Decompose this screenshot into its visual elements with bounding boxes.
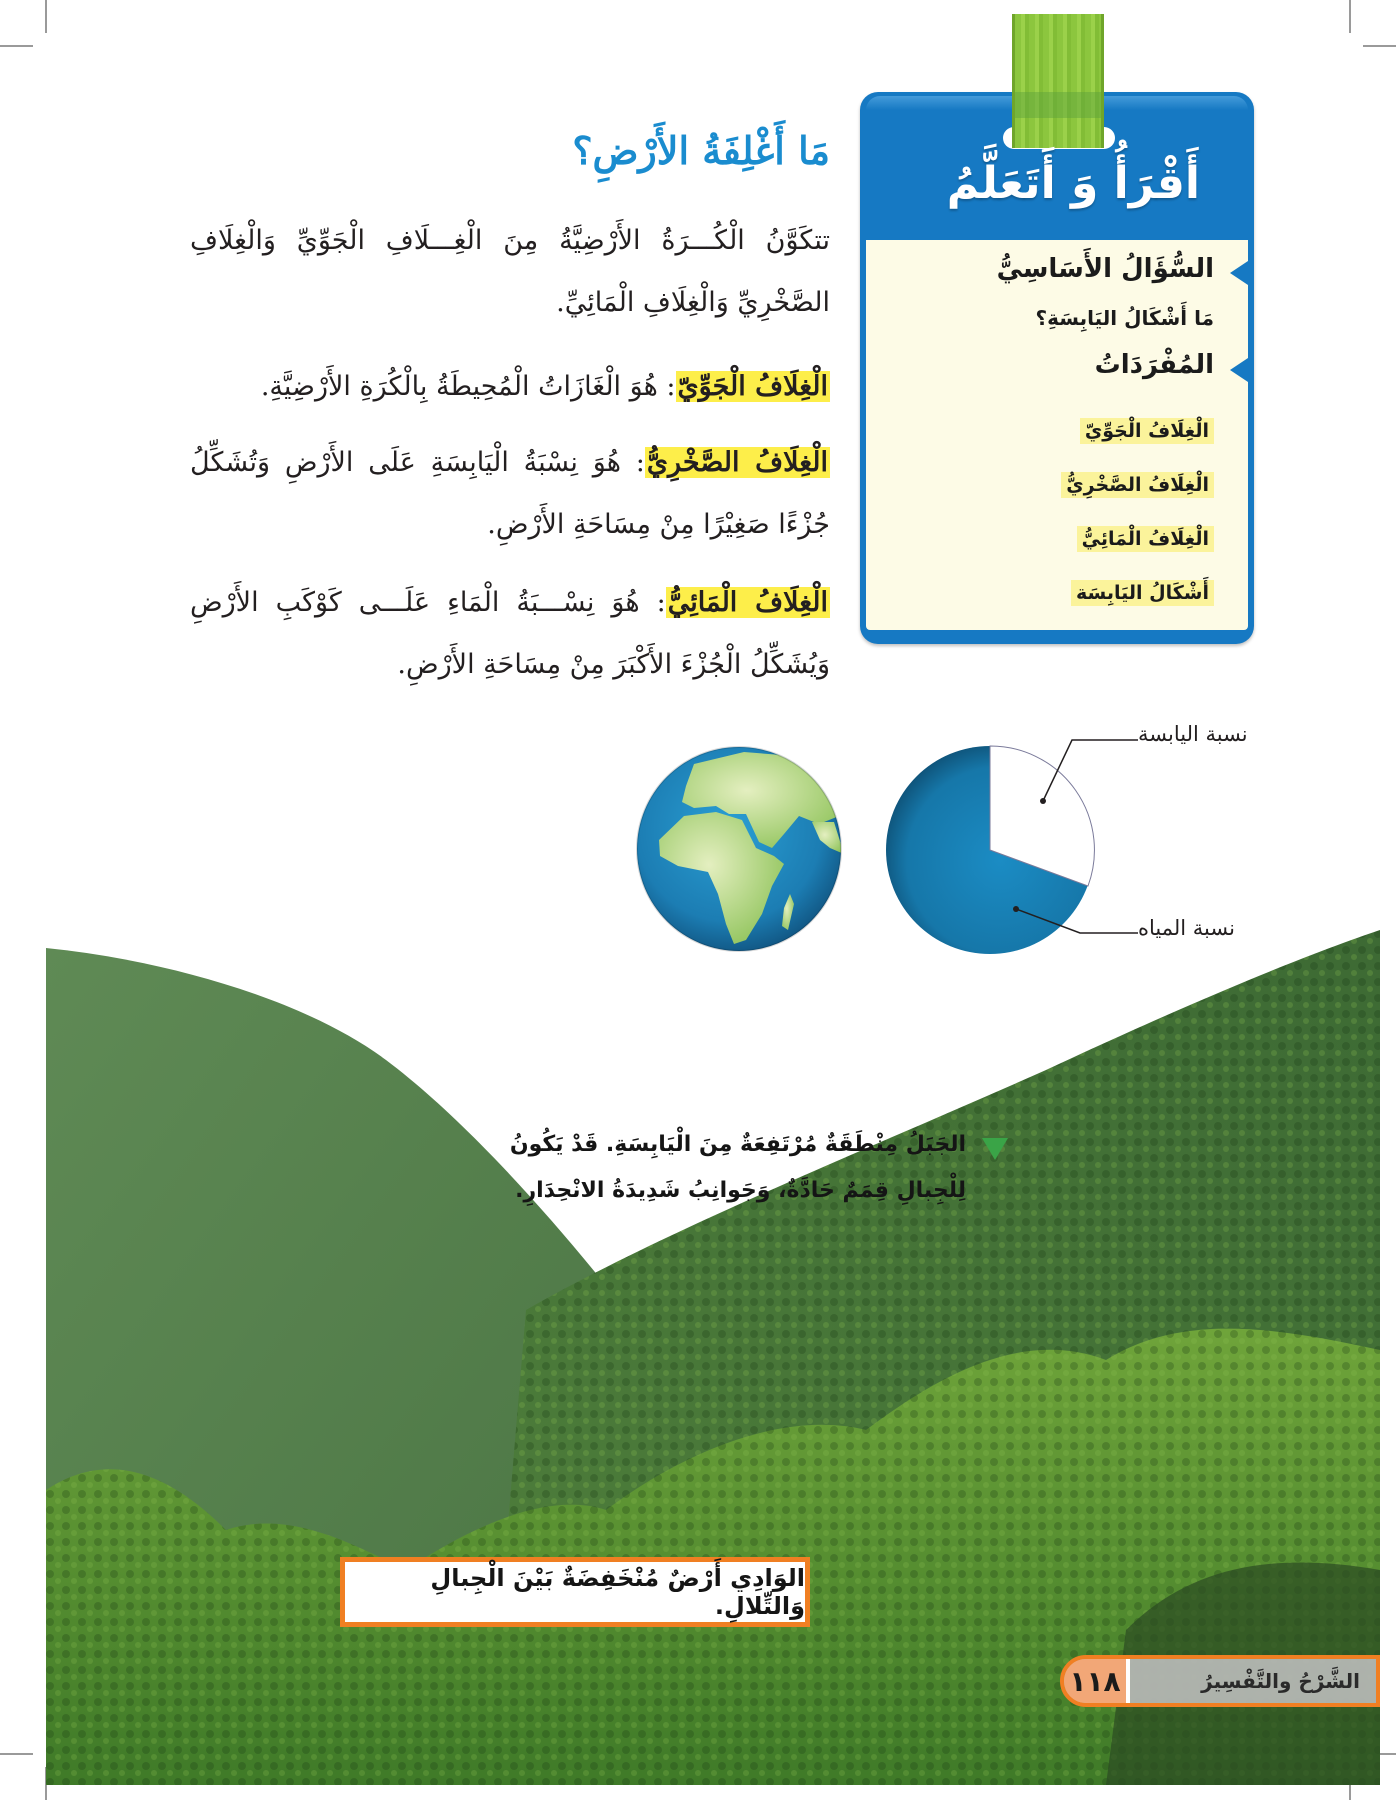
definition-hydrosphere bbox=[190, 572, 830, 696]
definition-text: : هُوَ نِسْـــبَةُ الْمَاءِ عَلَـــى كَوْكَبِ الأَرْضِ وَيُشَكِّلُ الْجُزْءَ الأَكْبَرَ مِنْ مِسَاحَةِ الأَرْضِ. bbox=[190, 587, 830, 680]
page-footer bbox=[1060, 1655, 1380, 1707]
mountain-caption: الجَبَلُ مِنْطَقَةٌ مُرْتَفِعَةٌ مِنَ الْيَابِسَةِ. قَدْ يَكُونُ لِلْجِبالِ قِمَمٌ حَادَّةٌ، وَجَوانِبُ شَدِيدَةُ الانْحِدَارِ. bbox=[509, 1132, 966, 1203]
term-hydrosphere: الْغِلَافُ الْمَائِيُّ bbox=[667, 587, 829, 618]
vocab-item: الْغِلَافُ الصَّخْرِيُّ bbox=[1061, 472, 1214, 498]
earth-globe-icon bbox=[634, 744, 844, 954]
crop-mark bbox=[0, 1753, 33, 1755]
essential-question-heading: السُّؤَالُ الأَسَاسِيُّ bbox=[996, 254, 1214, 284]
definition-lithosphere bbox=[190, 432, 830, 556]
intro-paragraph: تتكَوَّنُ الْكُـــرَةُ الأَرْضِيَّةُ مِنَ الْغِـــلَافِ الْجَوِّيِّ وَالْغِلَافِ الصَّخْرِيِّ وَالْغِلَافِ الْمَائِيِّ. bbox=[190, 225, 830, 318]
bookmark-ribbon-icon bbox=[1012, 14, 1104, 148]
read-and-learn-body bbox=[866, 240, 1248, 630]
definition-atmosphere bbox=[190, 356, 830, 418]
vocab-item: أَشْكَالُ اليَابِسَة bbox=[1071, 580, 1214, 606]
definition-text: : هُوَ نِسْبَةُ الْيَابِسَةِ عَلَى الأَرْضِ وَتُشَكِّلُ جُزْءًا صَغِيْرًا مِنْ مِسَاحَةِ الأَرْضِ. bbox=[190, 447, 830, 540]
pie-label-water: نسبة المياه bbox=[1138, 916, 1235, 940]
vocab-item: الْغِلَافُ الْجَوِّيّ bbox=[1080, 418, 1214, 444]
valley-caption: الوَادِي أَرْضٌ مُنْخَفِضَةٌ بَيْنَ الْجِبالِ وَالتِّلالِ. bbox=[430, 1564, 805, 1620]
vocabulary-heading: المُفْرَدَاتُ bbox=[1094, 350, 1214, 380]
crop-mark bbox=[0, 45, 33, 47]
triangle-bullet-icon bbox=[1230, 358, 1248, 382]
page-number: ١١٨ bbox=[1064, 1659, 1130, 1703]
crop-mark bbox=[1349, 0, 1351, 33]
crop-mark bbox=[1363, 45, 1396, 47]
crop-mark bbox=[45, 0, 47, 33]
section-title: مَا أَغْلِفَةُ الأَرْضِ؟ bbox=[572, 128, 830, 173]
term-atmosphere: الْغِلَافُ الْجَوِّيّ bbox=[677, 371, 828, 402]
valley-caption-box bbox=[340, 1557, 810, 1627]
triangle-bullet-icon bbox=[1230, 261, 1248, 285]
definition-text: : هُوَ الْغَازَاتُ الْمُحِيطَةُ بِالْكُرَةِ الأَرْضِيَّةِ. bbox=[260, 371, 676, 402]
vocab-item: الْغِلَافُ الْمَائِيُّ bbox=[1077, 526, 1214, 552]
pie-label-land: نسبة اليابسة bbox=[1138, 722, 1248, 746]
caption-arrow-icon bbox=[982, 1138, 1008, 1160]
read-and-learn-title: أَقْرَأُ وَ أَتَعَلَّمُ bbox=[946, 158, 1200, 209]
term-lithosphere: الْغِلَافُ الصَّخْرِيُّ bbox=[646, 447, 828, 478]
essential-question: مَا أَشْكَالُ اليَابِسَةِ؟ bbox=[1035, 306, 1214, 330]
footer-section-label: الشَّرْحُ والتَّفْسِيرُ bbox=[1201, 1669, 1360, 1693]
